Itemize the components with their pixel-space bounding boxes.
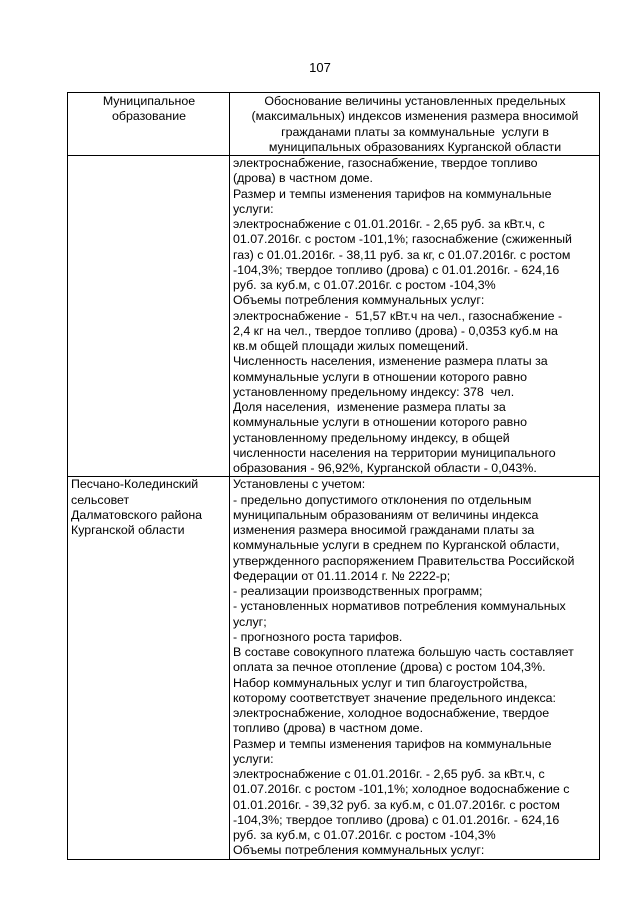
cell-text-line: В составе совокупного платежа большую часть составляет (233, 645, 574, 659)
cell-text-line: Обоснование величины установленных предельных (264, 94, 566, 108)
cell-text-line: которому соответствует значение предельного индекса: (233, 690, 556, 705)
cell-text-line: Набор коммунальных услуг и тип благоустройства, (233, 675, 528, 690)
table-row (68, 477, 600, 859)
cell-text-line: Размер и темпы изменения тарифов на коммунальные (233, 186, 552, 201)
cell-text-line: образование (111, 109, 187, 124)
cell-text-line: руб. за куб.м, с 01.07.2016г. с ростом -104,3% (233, 828, 496, 842)
cell-text-line: услуги: (233, 751, 274, 766)
cell-text-line: -104,3%; твердое топливо (дрова) с 01.01.2016г. - 624,16 (233, 812, 560, 827)
cell-text-line: - реализации производственных программ; (233, 584, 483, 598)
cell-text-line: (дрова) в частном доме. (233, 171, 373, 186)
cell-text-line: - предельно допустимого отклонения по отдельным (233, 492, 532, 507)
table-row (68, 156, 600, 477)
header-justification (230, 93, 600, 156)
cell-text-line: (максимальных) индексов изменения размера вносимой (251, 109, 579, 124)
cell-text-line: электроснабжение - 51,57 кВт.ч на чел., газоснабжение - (233, 308, 563, 323)
cell-text-line: образования - 96,92%, Курганской области - 0,043%. (233, 461, 537, 475)
cell-text-line: - прогнозного роста тарифов. (233, 629, 403, 644)
cell-text-line: - установленных нормативов потребления коммунальных (233, 599, 566, 614)
cell-text-line: утвержденного распоряжением Правительства Российской (233, 553, 575, 568)
cell-text-line: Песчано-Колединский (71, 477, 199, 492)
cell-text-line: -104,3%; твердое топливо (дрова) с 01.01.2016г. - 624,16 (233, 262, 560, 277)
cell-text-line: муниципальных образованиях Курганской области (268, 139, 562, 154)
cell-text-line: Федерации от 01.11.2014 г. № 2222-р; (233, 568, 451, 583)
cell-text-line: коммунальные услуги в отношении которого равно (233, 369, 527, 384)
header-municipality (68, 93, 230, 156)
cell-text-line: численности населения на территории муниципального (233, 445, 556, 460)
cell-text-line: Объемы потребления коммунальных услуг: (233, 843, 485, 858)
cell-text-line: сельсовет (71, 492, 130, 507)
cell-text-line: услуг; (233, 614, 267, 629)
cell-text-line: газ) с 01.01.2016г. - 38,11 руб. за кг, с 01.07.2016г. с ростом (233, 247, 571, 262)
row1-municipality (68, 156, 230, 477)
cell-text-line: электроснабжение, холодное водоснабжение, твердое (233, 706, 550, 720)
cell-text-line: Курганской области (71, 523, 185, 537)
tariff-justification-table (67, 92, 600, 860)
cell-text-line: Далматовского района (71, 507, 203, 522)
cell-text-line: коммунальные услуги в отношении которого равно (233, 415, 527, 430)
cell-text-line: электроснабжение с 01.01.2016г. - 2,65 руб. за кВт.ч, с (233, 217, 545, 231)
cell-text-line: коммунальные услуги в среднем по Курганской области, (233, 538, 560, 553)
cell-text-line: Установлены с учетом: (233, 477, 366, 492)
cell-text-line: Численность населения, изменение размера платы за (233, 354, 548, 369)
cell-text-line: установленному предельному индексу, в общей (233, 430, 510, 445)
cell-text-line: Размер и темпы изменения тарифов на коммунальные (233, 736, 552, 751)
cell-text-line: кв.м общей площади жилых помещений. (233, 339, 469, 353)
cell-text-line: 01.07.2016г. с ростом -101,1%; холодное водоснабжение с (233, 782, 570, 797)
cell-text-line: электроснабжение с 01.01.2016г. - 2,65 руб. за кВт.ч, с (233, 767, 545, 781)
cell-text-line: гражданами платы за коммунальные услуги в (281, 124, 549, 139)
cell-text-line: 01.07.2016г. с ростом -101,1%; газоснабжение (сжиженный (233, 232, 572, 247)
cell-text-line: изменения размера вносимой гражданами платы за (233, 523, 535, 537)
cell-text-line: услуги: (233, 201, 274, 216)
cell-text-line: 01.01.2016г. - 39,32 руб. за куб.м, с 01.07.2016г. с ростом (233, 797, 560, 812)
cell-text-line: оплата за печное отопление (дрова) с ростом 104,3%. (233, 660, 546, 675)
cell-text-line: 2,4 кг на чел., твердое топливо (дрова) - 0,0353 куб.м на (233, 323, 558, 338)
cell-text-line: муниципальным образованиям от величины индекса (233, 507, 539, 522)
cell-text-line: Доля населения, изменение размера платы за (233, 400, 506, 414)
cell-text-line: установленному предельному индексу: 378 чел. (233, 384, 515, 399)
table-header-row (68, 93, 600, 156)
cell-text-line: Объемы потребления коммунальных услуг: (233, 293, 485, 308)
row1-justification (230, 156, 600, 477)
page-number: 107 (309, 60, 331, 75)
cell-text-line: топливо (дрова) в частном доме. (233, 721, 424, 736)
cell-text-line: электроснабжение, газоснабжение, твердое топливо (233, 156, 538, 170)
cell-text-line: Муниципальное (102, 94, 196, 108)
cell-text-line: руб. за куб.м, с 01.07.2016г. с ростом -104,3% (233, 278, 496, 292)
row2-municipality (68, 477, 230, 859)
row2-justification (230, 477, 600, 859)
